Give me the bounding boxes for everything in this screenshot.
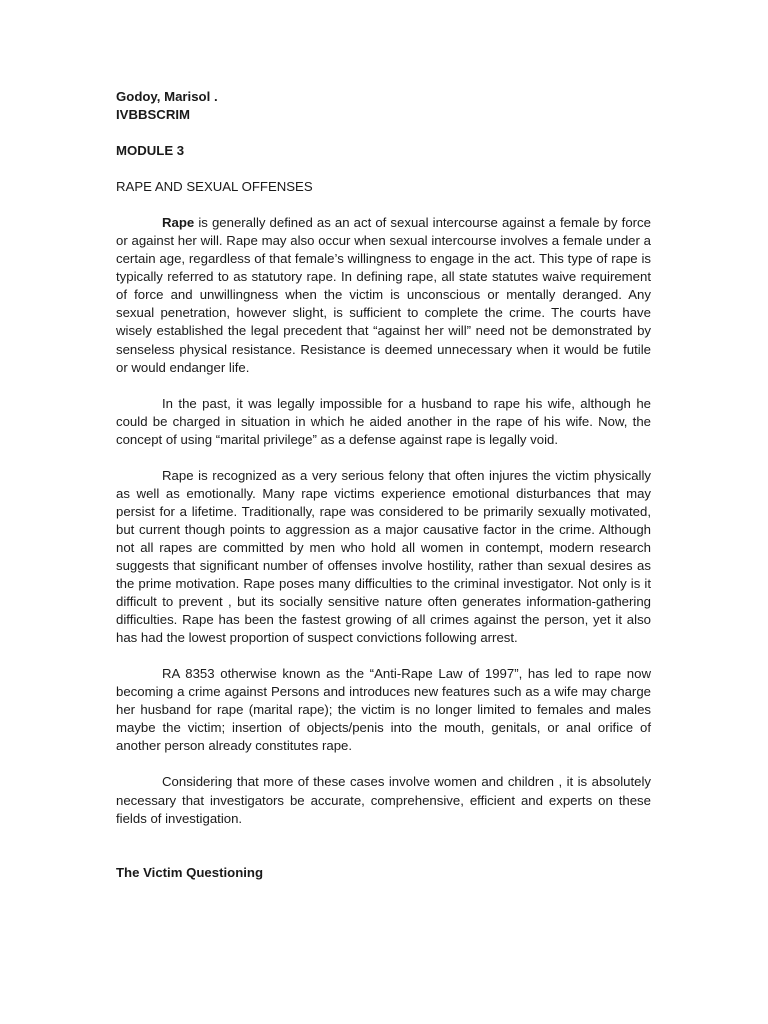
- document-title: RAPE AND SEXUAL OFFENSES: [116, 179, 313, 195]
- student-name: Godoy, Marisol .: [116, 89, 218, 104]
- document-page: [116, 88, 651, 882]
- paragraph-rape-definition: [116, 214, 651, 376]
- paragraph-serious-felony: Rape is recognized as a very serious felony that often injures the victim physically as well as emotionally. Many rape victims experience emotional disturbances that may persist for a lifetime. Traditionally, rape was considered to be primarily sexually motivated, but current though points to aggression as a major causative factor in the crime. Although not all rapes are committed by men who hold all women in contempt, modern research suggests that significant number of offenses involve hostility, rather than sexual desires as the prime motivation. Rape poses many difficulties to the criminal investigator. Not only is it difficult to prevent , but its socially sensitive nature often generates information-gathering difficulties. Rape has been the fastest growing of all crimes against the person, yet it also has had the lowest proportion of suspect convictions following arrest.: [116, 467, 651, 646]
- paragraph-marital-privilege: In the past, it was legally impossible for a husband to rape his wife, although he could be charged in situation in which he aided another in the rape of his wife. Now, the concept of using “marital privilege” as a defense against rape is legally void.: [116, 395, 651, 447]
- student-section: IVBBSCRIM: [116, 107, 190, 123]
- paragraph-investigators: Considering that more of these cases involve women and children , it is absolutely necessary that investigators be accurate, comprehensive, efficient and experts on these fields of investigation.: [116, 774, 651, 826]
- paragraph-rape-definition-body: is generally defined as an act of sexual intercourse against a female by force or against her will. Rape may also occur when sexual intercourse involves a female under a certain age, regardless of that female’s willingness to engage in the act. This type of rape is typically referred to as statutory rape. In defining rape, all state statutes waive requirement of force and unwillingness when the victim is unconscious or mentally deranged. Any sexual penetration, however slight, is sufficient to complete the crime. The courts have wisely established the legal precedent that “against her will” need not be demonstrated by senseless physical resistance. Resistance is deemed unnecessary when it would be futile or would endanger life.: [116, 215, 651, 375]
- section-heading-victim-questioning: The Victim Questioning: [116, 864, 264, 880]
- rape-term: Rape: [162, 215, 195, 231]
- module-label: MODULE 3: [116, 143, 185, 159]
- paragraph-anti-rape-law: RA 8353 otherwise known as the “Anti-Rape Law of 1997”, has led to rape now becoming a crime against Persons and introduces new features such as a wife may charge her husband for rape (marital rape); the victim is no longer limited to females and males maybe the victim; insertion of objects/penis into the mouth, genitals, or anal orifice of another person already constitutes rape.: [116, 666, 651, 754]
